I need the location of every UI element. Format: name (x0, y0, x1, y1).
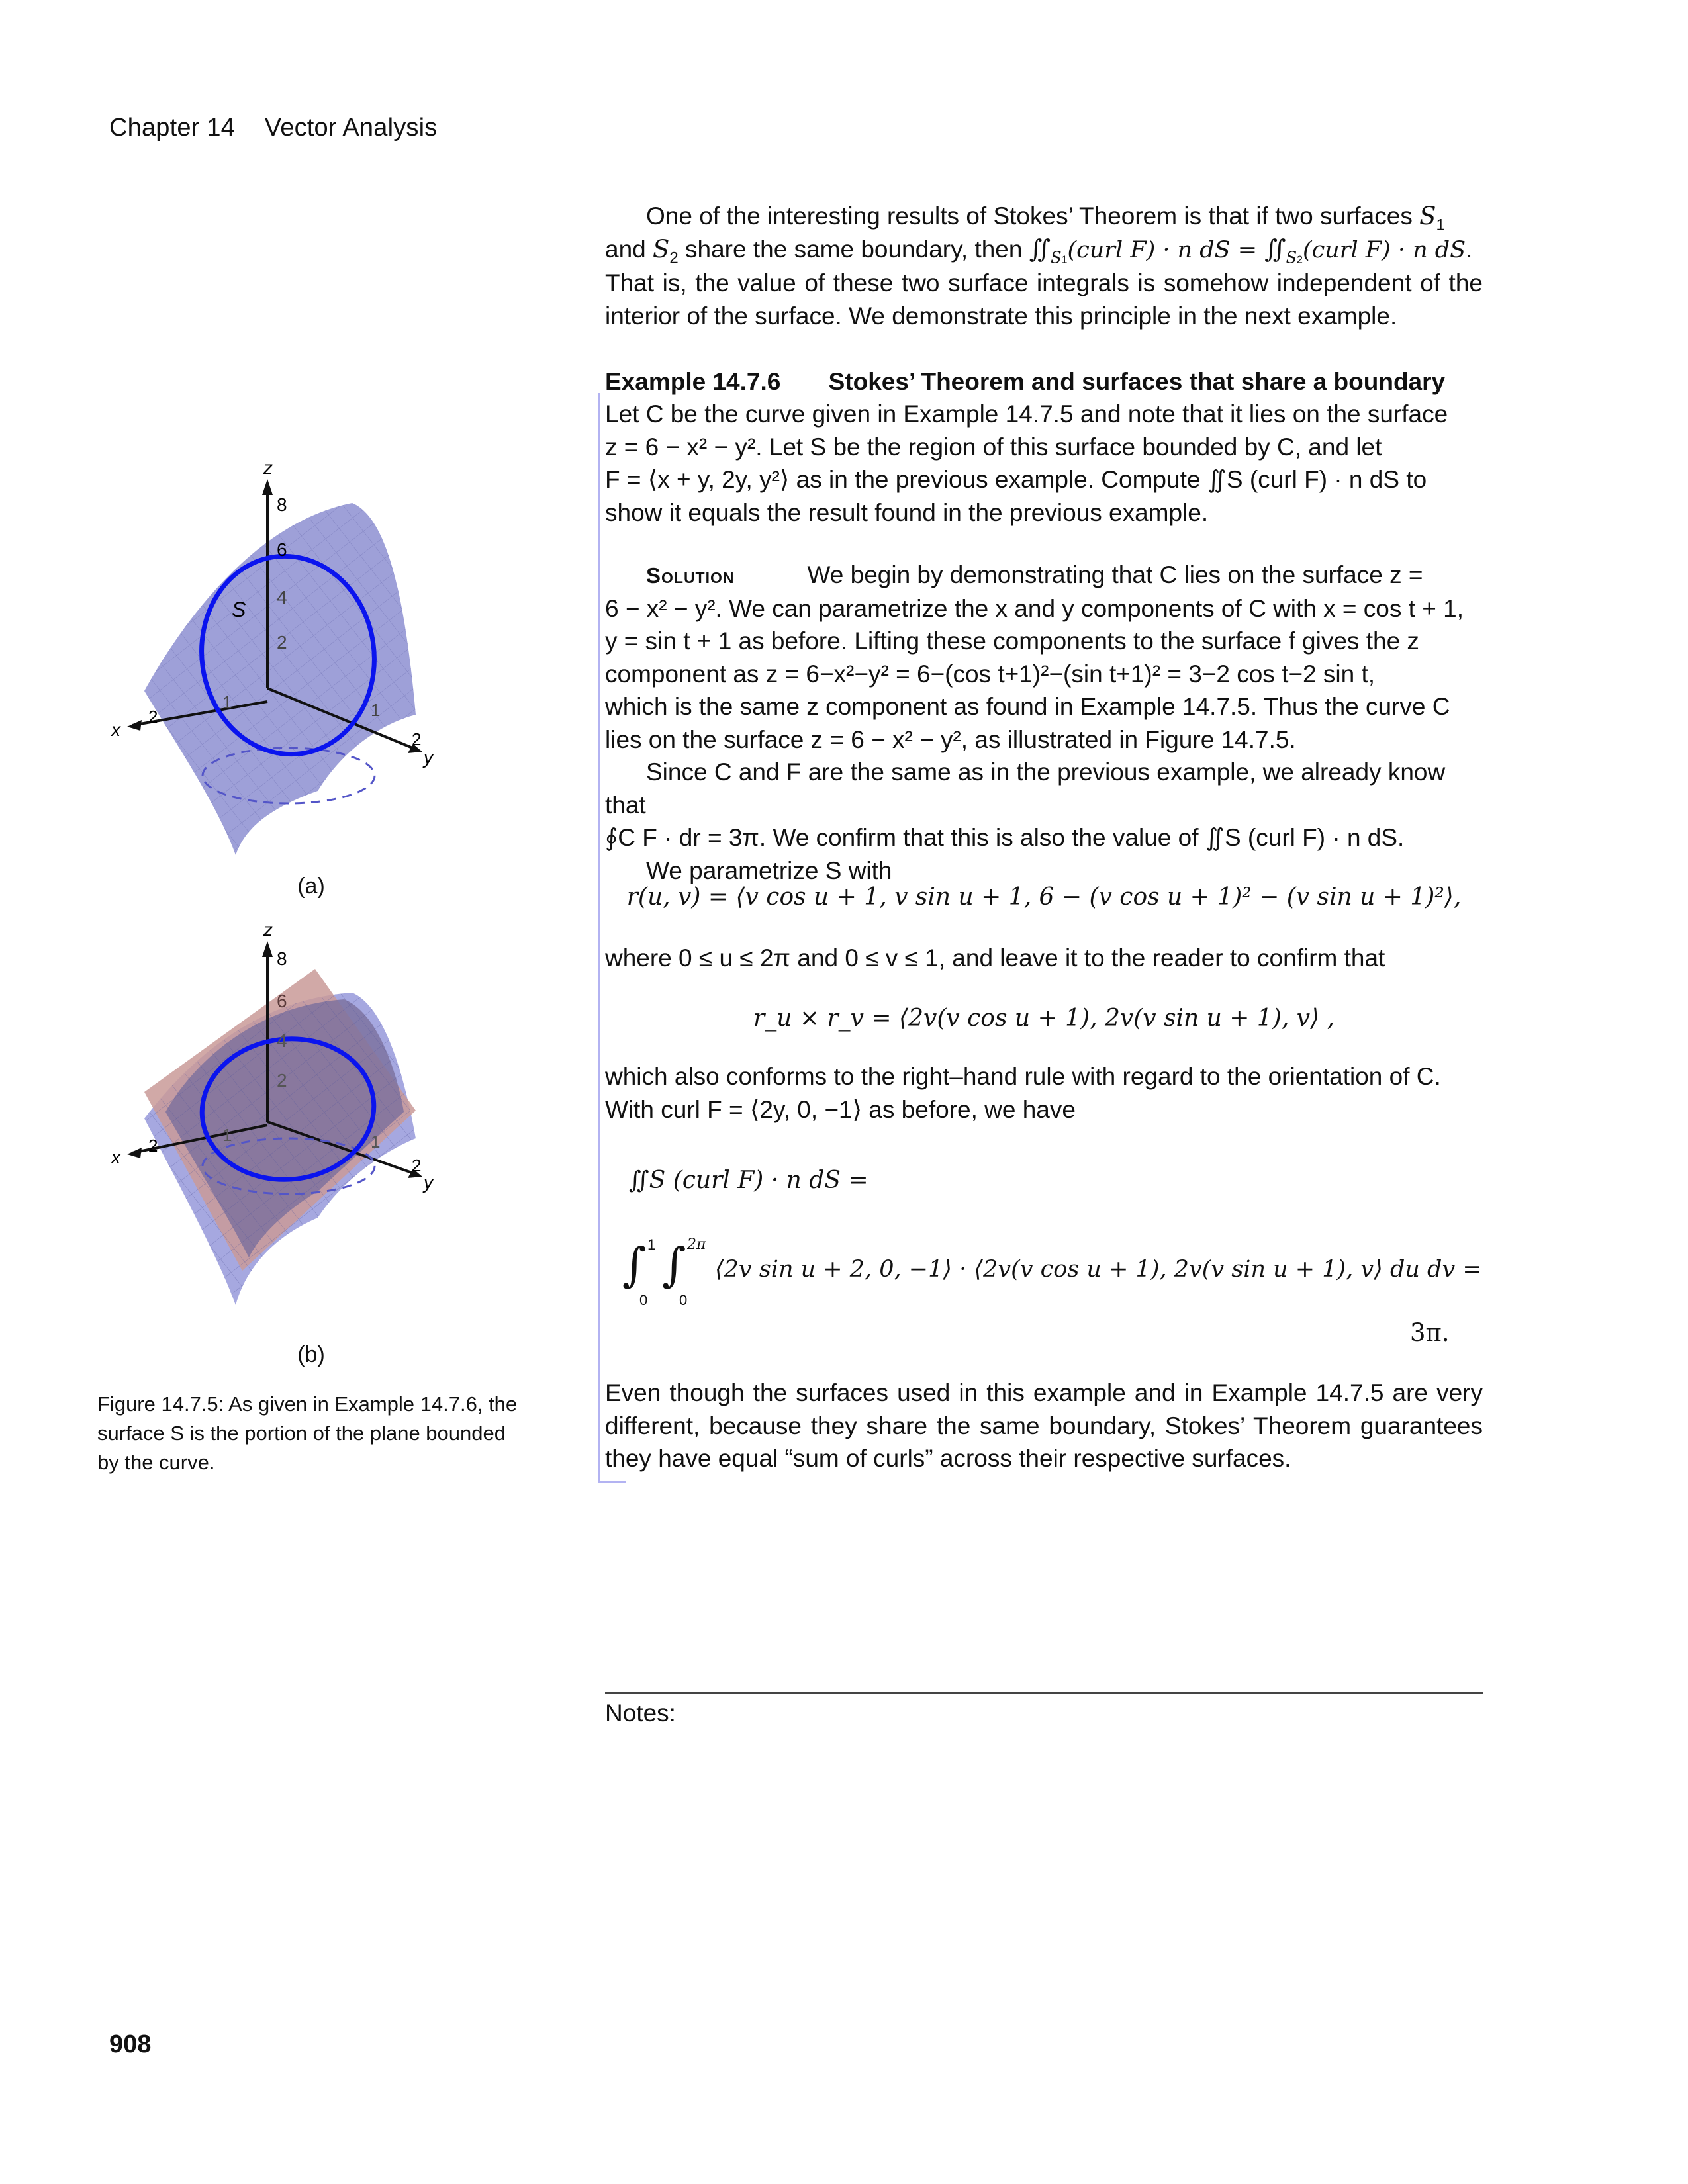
intro-text: and (605, 235, 653, 263)
intro-text: share the same boundary, then (678, 235, 1029, 263)
subscript: 2 (1297, 253, 1303, 265)
equation-int1-text: ∬S (curl F) · n dS = (629, 1167, 868, 1194)
figure-b-label: (b) (297, 1342, 325, 1367)
z-tick: 4 (277, 587, 287, 608)
integral-sign-outer: ∫ (622, 1238, 647, 1292)
example-line: Let C be the curve given in Example 14.7.5 and note that it lies on the surface (605, 400, 1448, 428)
symbol-s1: S (1419, 202, 1436, 230)
example-title (605, 365, 1483, 398)
x-axis-arrow (127, 1148, 142, 1158)
equals: = (1230, 236, 1265, 263)
y-tick: 1 (371, 700, 381, 720)
outer-lower-limit: 0 (639, 1292, 648, 1308)
subscript: 2 (669, 248, 679, 267)
figure-a-label: (a) (297, 874, 325, 899)
x-tick: 2 (148, 1136, 158, 1156)
example-number: Example 14.7.6 (605, 368, 781, 395)
x-tick: 2 (148, 707, 158, 727)
integral-sign-inner: ∫ (662, 1238, 686, 1292)
notes-divider (605, 1692, 1483, 1694)
figure-caption: Figure 14.7.5: As given in Example 14.7.6, the surface S is the portion of the plane bounded by the curve. (97, 1392, 518, 1474)
equation-iterated-integral (622, 1238, 1483, 1310)
y-tick: 2 (412, 729, 422, 749)
solution-text: We begin by demonstrating that C lies on the surface z = (807, 561, 1423, 588)
z-axis-arrow (262, 479, 273, 495)
curl-expression: (curl F) · n dS (1302, 236, 1466, 263)
intro-paragraph (605, 200, 1483, 332)
solution-line: which also conforms to the right–hand rule with regard to the orientation of C. (605, 1063, 1441, 1090)
subscript: 1 (1436, 216, 1445, 234)
intro-rest: That is, the value of these two surface integrals is somehow independent of the interior of the surface. We demonstrate this principle in the next example. (605, 269, 1483, 330)
solution-line: y = sin t + 1 as before. Lifting these components to the surface f gives the z (605, 627, 1419, 655)
y-axis-label: y (424, 1172, 433, 1193)
intro-line-1 (605, 200, 1483, 233)
solution-line: which is the same z component as found in Example 14.7.5. Thus the curve C (605, 693, 1450, 720)
y-tick: 1 (371, 1132, 381, 1152)
z-tick: 8 (277, 948, 287, 969)
example-heading: Stokes’ Theorem and surfaces that share a boundary (828, 368, 1446, 395)
solution-line: where 0 ≤ u ≤ 2π and 0 ≤ v ≤ 1, and leave it to the reader to confirm that (605, 944, 1385, 972)
intro-line-2: and $S_2$ share the same boundary, then $∬_{S1}(curl$ F) · n dS = $∬_{S2}(curl$ F) · n dS. (605, 234, 1473, 267)
z-tick: 6 (277, 539, 287, 560)
figure-a (93, 437, 530, 867)
solution-paragraph-5 (605, 1060, 1483, 1126)
chapter-number: Chapter 14 (109, 114, 236, 142)
solution-line: 6 − x² − y². We can parametrize the x and y components of C with x = cos t + 1, (605, 594, 1464, 622)
example-line: z = 6 − x² − y². Let S be the region of this surface bounded by C, and let (605, 433, 1382, 461)
solution-line: With curl F = ⟨2y, 0, −1⟩ as before, we have (605, 1095, 1076, 1123)
equation-cross-product (605, 1001, 1483, 1035)
curl-expression: (curl F) · n dS (1067, 236, 1231, 263)
subscript: S (1051, 248, 1062, 267)
outer-upper-limit: 1 (647, 1236, 656, 1253)
example-statement (605, 398, 1483, 529)
notes-label: Notes: (605, 1700, 676, 1727)
example-line: show it equals the result found in the previous example. (605, 498, 1209, 526)
figure-b (93, 900, 530, 1337)
page-number: 908 (109, 2030, 152, 2058)
z-axis-arrow (262, 941, 273, 957)
example-line: F = ⟨x + y, 2y, y²⟩ as in the previous example. Compute ∬S (curl F) · n dS to (605, 466, 1427, 493)
solution-paragraph-1 (605, 559, 1483, 887)
y-axis-label: y (424, 747, 433, 768)
z-tick: 2 (277, 632, 287, 653)
double-integral: ∬ (1029, 234, 1051, 263)
example-rule (598, 393, 600, 1483)
solution-line: component as z = 6−x²−y² = 6−(cos t+1)²−(sin t+1)² = 3−2 cos t−2 sin t, (605, 660, 1376, 688)
solution-line: lies on the surface z = 6 − x² − y², as illustrated in Figure 14.7.5. (605, 725, 1296, 753)
equation-cross-text: r_u × r_v = ⟨2v(v cos u + 1), 2v(v sin u + 1), v⟩ , (753, 1005, 1335, 1032)
conclusion-text: Even though the surfaces used in this example and in Example 14.7.5 are very different, because they share the same boundary, Stokes’ Theorem guarantees they have equal “sum of curls” across their respective surfaces. (605, 1379, 1483, 1472)
chapter-title: Vector Analysis (264, 114, 438, 142)
conclusion-paragraph (605, 1377, 1483, 1475)
inner-upper-limit: 2π (687, 1236, 706, 1253)
z-axis-label: z (263, 919, 273, 940)
z-tick: 2 (277, 1070, 287, 1091)
inner-lower-limit: 0 (679, 1292, 688, 1308)
x-tick: 1 (222, 1125, 232, 1145)
solution-line: ∮C F · dr = 3π. We confirm that this is also the value of ∬S (curl F) · n dS. (605, 824, 1405, 851)
z-tick: 6 (277, 991, 287, 1011)
solution-line: Since C and F are the same as in the previous example, we already know that (605, 758, 1446, 819)
x-tick: 1 (222, 692, 232, 712)
double-integral: ∬ (1264, 234, 1286, 263)
running-header (109, 114, 437, 142)
solution-line: We parametrize S with (646, 856, 892, 884)
equation-result (1410, 1318, 1450, 1347)
x-axis-label: x (111, 719, 120, 740)
subscript: 1 (1061, 253, 1068, 265)
intro-text: One of the interesting results of Stokes’ Theorem is that if two surfaces (646, 203, 1420, 230)
equation-r (605, 880, 1483, 914)
x-axis-label: x (111, 1147, 120, 1167)
equation-int2-text: ⟨2v sin u + 2, 0, −1⟩ · ⟨2v(v cos u + 1), 2v(v sin u + 1), v⟩ du dv = (715, 1256, 1482, 1283)
result-text: 3π. (1410, 1318, 1450, 1347)
z-tick: 4 (277, 1030, 287, 1051)
x-axis-arrow (127, 720, 142, 731)
equation-r-text: r(u, v) = ⟨v cos u + 1, v sin u + 1, 6 − (v cos u + 1)² − (v sin u + 1)²⟩, (626, 884, 1462, 911)
solution-label: Solution (646, 563, 735, 588)
solution-paragraph-4 (605, 942, 1483, 975)
equation-surface-integral (629, 1166, 868, 1194)
solution-line (605, 559, 1483, 592)
z-axis-label: z (263, 457, 273, 478)
symbol-s2: S (653, 234, 670, 263)
y-tick: 2 (412, 1156, 422, 1175)
surface-label-s: S (232, 598, 246, 621)
example-rule-foot (598, 1481, 626, 1483)
subscript: S (1286, 248, 1297, 267)
z-tick: 8 (277, 494, 287, 515)
